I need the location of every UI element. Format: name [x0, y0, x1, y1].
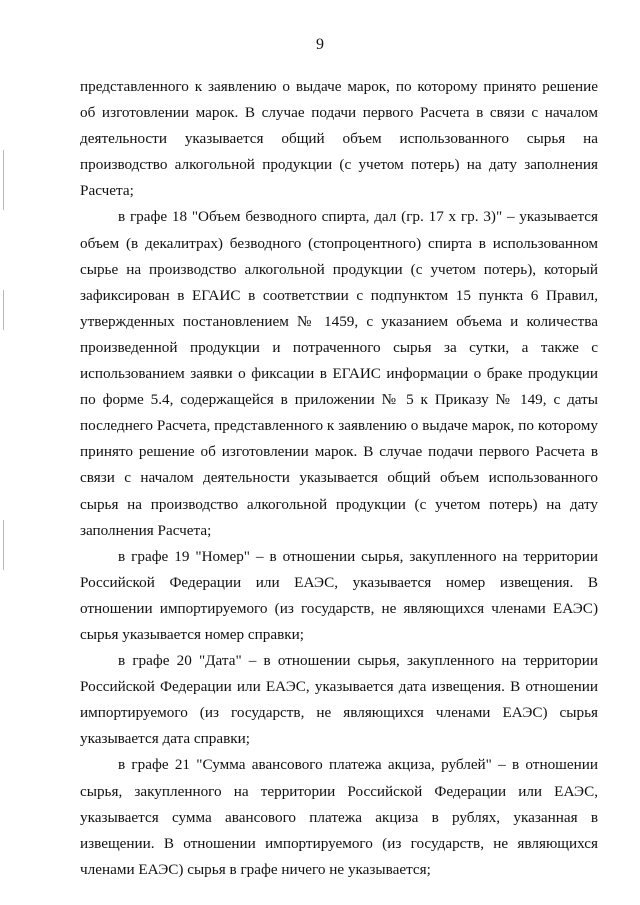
paragraph-continuation: представленного к заявлению о выдаче марок, по которому принято решение об изготовлении марок. В случае подачи первого Расчета в связи с началом деятельности указывается общий объем использованного сырья на производство алкогольной продукции (с учетом потерь) на дату заполнения Расчета;	[80, 78, 598, 200]
scan-edge-mark	[3, 290, 4, 330]
paragraph-column-19: в графе 19 "Номер" – в отношении сырья, закупленного на территории Российской Федерации или ЕАЭС, указывается номер извещения. В отношении импортируемого (из государств, не являющихся членами ЕАЭС) сырья указывается номер справки;	[80, 547, 598, 643]
paragraph-column-21: в графе 21 "Сумма авансового платежа акциза, рублей" – в отношении сырья, закупленного на территории Российской Федерации или ЕАЭС, указывается сумма авансового платежа акциза в рублях, указанная в извещении. В отношении импортируемого (из государств, не являющихся членами ЕАЭС) сырья в графе ничего не указывается;	[80, 756, 598, 878]
paragraph-column-18: в графе 18 "Объем безводного спирта, дал (гр. 17 х гр. 3)" – указывается объем (в декалитрах) безводного (стопроцентного) спирта в использованном сырье на производство алкогольной продукции (с учетом потерь), который зафиксирован в ЕГАИС в соответствии с подпунктом 15 пункта 6 Правил, утвержденных постановлением № 1459, с указанием объема и количества произведенной продукции и потраченного сырья за сутки, а также с использованием заявки о фиксации в ЕГАИС информации о браке продукции по форме 5.4, содержащейся в приложении № 5 к Приказу № 149, с даты последнего Расчета, представленного к заявлению о выдаче марок, по которому принято решение об изготовлении марок. В случае подачи первого Расчета в связи с началом деятельности указывается общий объем использованного сырья на производство алкогольной продукции (с учетом потерь) на дату заполнения Расчета;	[80, 208, 598, 539]
paragraph-column-20: в графе 20 "Дата" – в отношении сырья, закупленного на территории Российской Федерации или ЕАЭС, указывается дата извещения. В отношении импортируемого (из государств, не являющихся членами ЕАЭС) сырья указывается дата справки;	[80, 652, 598, 748]
scan-edge-mark	[3, 520, 4, 570]
document-body	[80, 74, 598, 883]
page-number: 9	[316, 36, 324, 53]
scan-edge-mark	[3, 150, 4, 210]
